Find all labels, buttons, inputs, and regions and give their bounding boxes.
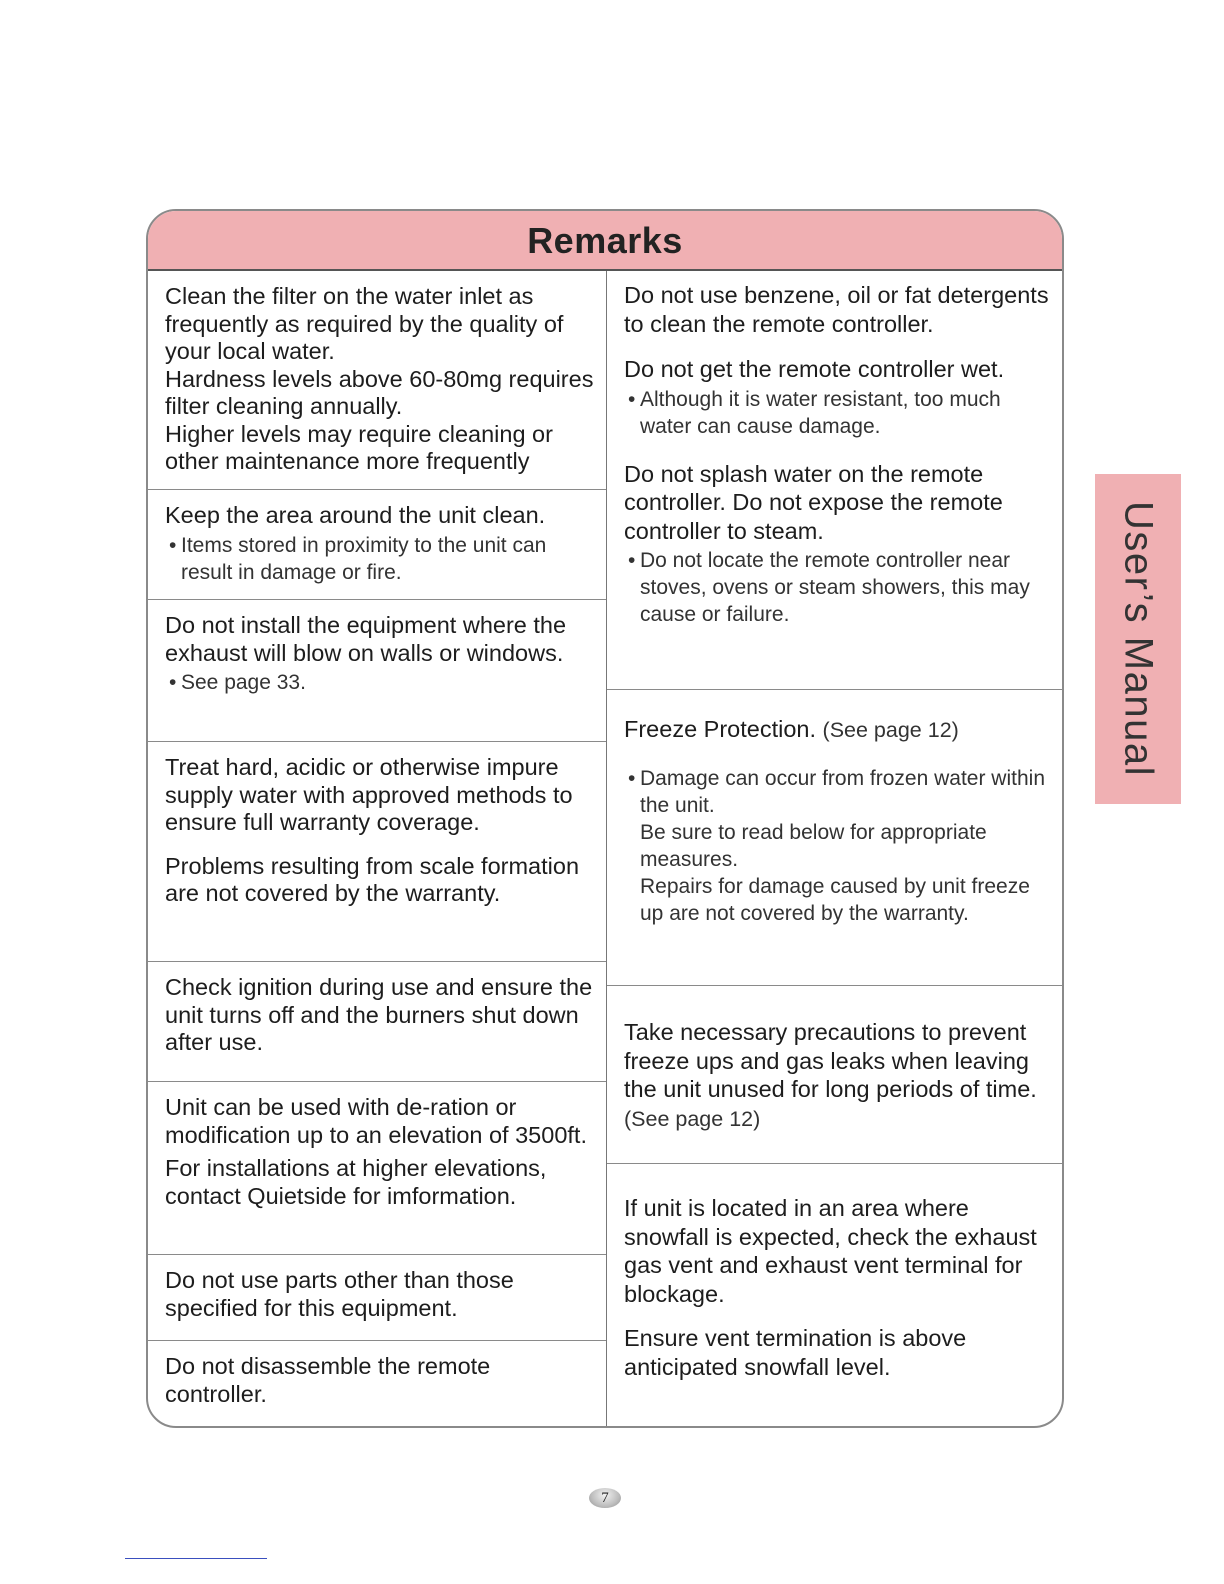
wet-bullet-text: Although it is water resistant, too much water can cause damage. <box>640 387 1001 438</box>
freeze-bullet <box>624 765 1054 927</box>
remark-check-ignition <box>148 962 606 1082</box>
freeze-title: Freeze Protection. <box>624 716 817 742</box>
remark-freeze-protection <box>607 690 1062 986</box>
footer-divider <box>125 1558 267 1559</box>
precautions-body: Take necessary precautions to prevent freeze ups and gas leaks when leaving the unit unused for long periods of time. <box>624 1019 1037 1102</box>
wet-bullet <box>624 386 1054 440</box>
filter-line-1: Clean the filter on the water inlet as frequently as required by the quality of your local water. <box>165 283 564 364</box>
filter-line-2: Hardness levels above 60-80mg requires filter cleaning annually. <box>165 365 594 419</box>
precautions-text <box>624 1018 1054 1133</box>
remark-water-treatment <box>148 742 606 962</box>
water-p1: Treat hard, acidic or otherwise impure supply water with approved methods to ensure full warranty coverage. <box>165 754 573 835</box>
users-manual-label: User’s Manual <box>1116 501 1161 777</box>
page-number: 7 <box>589 1488 621 1508</box>
splash-bullet-text: Do not locate the remote controller near stoves, ovens or steam showers, this may cause or failure. <box>640 549 1030 626</box>
wet-title: Do not get the remote controller wet. <box>624 356 1005 382</box>
splash-title: Do not splash water on the remote controller. Do not expose the remote controller to steam. <box>624 460 1003 544</box>
freeze-bullet-3: Repairs for damage caused by unit freeze up are not covered by the warranty. <box>640 874 1030 925</box>
install-bullet-text: See page 33. <box>181 671 306 694</box>
bullet-icon: • <box>169 671 177 694</box>
area-bullet <box>165 532 598 586</box>
right-column <box>607 271 1062 1426</box>
filter-line-3: Higher levels may require cleaning or other maintenance more frequently <box>165 420 553 474</box>
area-title: Keep the area around the unit clean. <box>165 502 546 528</box>
install-title: Do not install the equipment where the exhaust will blow on walls or windows. <box>165 612 567 666</box>
water-p2: Problems resulting from scale formation are not covered by the warranty. <box>165 852 580 906</box>
snow-p2: Ensure vent termination is above anticipated snowfall level. <box>624 1325 967 1380</box>
bullet-icon: • <box>169 533 177 557</box>
bullet-icon: • <box>628 387 636 411</box>
parts-text: Do not use parts other than those specified for this equipment. <box>165 1267 514 1321</box>
area-bullet-text: Items stored in proximity to the unit can result in damage or fire. <box>181 533 547 584</box>
disassemble-text: Do not disassemble the remote controller. <box>165 1353 491 1407</box>
ignition-text: Check ignition during use and ensure the unit turns off and the burners shut down after use. <box>165 974 593 1055</box>
freeze-heading <box>624 716 1054 745</box>
elevation-p1: Unit can be used with de-ration or modification up to an elevation of 3500ft. <box>165 1094 587 1148</box>
remark-filter-cleaning <box>148 271 606 490</box>
left-column <box>148 271 607 1426</box>
install-bullet <box>165 669 598 696</box>
bullet-icon: • <box>628 549 636 572</box>
snow-p1: If unit is located in an area where snowfall is expected, check the exhaust gas vent and exhaust vent terminal for blockage. <box>624 1195 1037 1307</box>
bullet-icon: • <box>628 766 636 790</box>
remark-elevation <box>148 1082 606 1255</box>
precautions-ref: (See page 12) <box>624 1106 761 1131</box>
remark-keep-area-clean <box>148 490 606 600</box>
remarks-panel <box>146 209 1064 1428</box>
remarks-title: Remarks <box>148 211 1062 271</box>
remark-disassemble <box>148 1341 606 1426</box>
remark-remote-care <box>607 271 1062 690</box>
remark-install-location <box>148 600 606 742</box>
freeze-bullet-2: Be sure to read below for appropriate measures. <box>640 820 987 871</box>
remark-snowfall <box>607 1164 1062 1426</box>
users-manual-tab <box>1095 474 1181 804</box>
benzene-text: Do not use benzene, oil or fat detergents to clean the remote controller. <box>624 282 1049 337</box>
remark-parts <box>148 1255 606 1341</box>
remark-precautions <box>607 986 1062 1164</box>
splash-bullet <box>624 547 1054 628</box>
freeze-bullet-1: Damage can occur from frozen water within the unit. <box>640 766 1045 817</box>
freeze-ref: (See page 12) <box>822 718 959 742</box>
elevation-p2: For installations at higher elevations, contact Quietside for imformation. <box>165 1155 547 1209</box>
